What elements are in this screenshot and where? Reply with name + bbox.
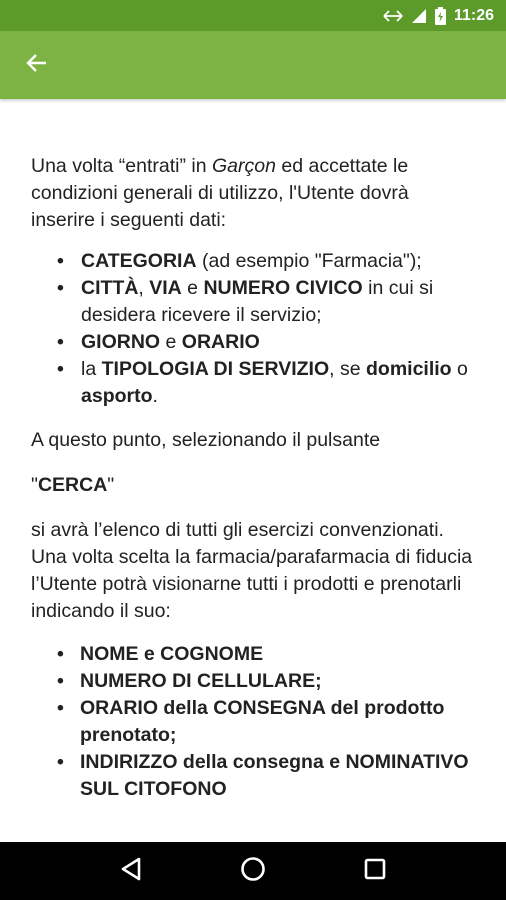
list-item: • NOME e COGNOME	[31, 641, 478, 668]
search-intro-paragraph: A questo punto, selezionando il pulsante	[31, 429, 381, 451]
booking-data-list	[31, 641, 478, 803]
system-nav-bar	[0, 842, 506, 900]
arrow-back-icon	[25, 52, 47, 79]
list-item-day-time: • GIORNO e ORARIO	[31, 329, 478, 356]
signal-icon	[411, 8, 427, 24]
search-button-reference: "CERCA"	[31, 474, 115, 496]
nav-home-button[interactable]	[233, 851, 273, 891]
required-data-list	[31, 248, 478, 410]
app-bar	[0, 31, 506, 99]
nav-recents-button[interactable]	[355, 851, 395, 891]
list-item: • ORARIO della CONSEGNA del prodotto prenotato;	[31, 695, 478, 749]
status-time: 11:26	[453, 6, 494, 24]
content-body	[0, 99, 506, 842]
back-triangle-icon	[120, 857, 142, 886]
home-circle-icon	[240, 856, 266, 887]
battery-icon	[435, 7, 446, 25]
list-item-service-type: • la TIPOLOGIA DI SERVIZIO, se domicilio o asporto.	[31, 356, 478, 410]
list-item: • INDIRIZZO della consegna e NOMINATIVO SUL CITOFONO	[31, 749, 478, 803]
intro-paragraph: Una volta “entrati” in Garçon ed accettate le condizioni generali di utilizzo, l'Utente dovrà inserire i seguenti dati:	[31, 155, 409, 231]
status-bar	[0, 0, 506, 31]
nav-back-button[interactable]	[111, 851, 151, 891]
back-button[interactable]	[20, 49, 52, 81]
results-paragraph: si avrà l’elenco di tutti gli esercizi convenzionati. Una volta scelta la farmacia/parafarmacia di fiducia l’Utente potrà visionarne tutti i prodotti e prenotarli indicando il suo:	[31, 519, 473, 622]
list-item: • NUMERO DI CELLULARE;	[31, 668, 478, 695]
list-item-address: • CITTÀ, VIA e NUMERO CIVICO in cui si desidera ricevere il servizio;	[31, 275, 478, 329]
recents-square-icon	[364, 858, 386, 885]
list-item-category: • CATEGORIA (ad esempio "Farmacia");	[31, 248, 478, 275]
data-arrows-icon	[383, 10, 403, 22]
